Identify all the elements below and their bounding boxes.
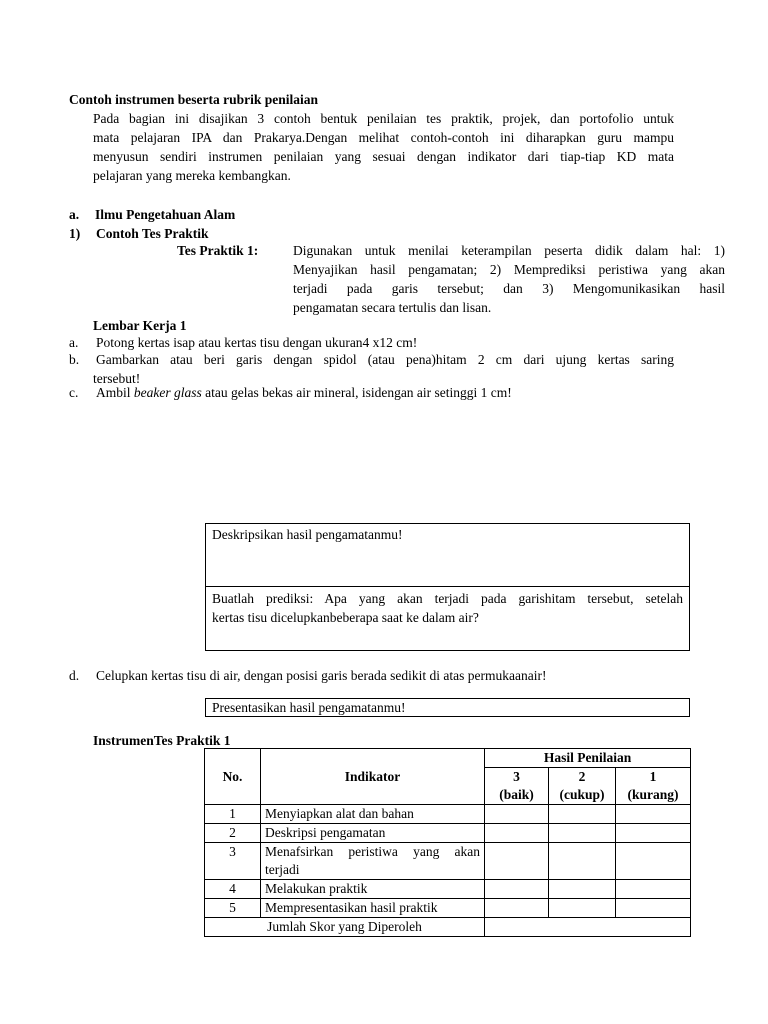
score-cell [485,824,549,843]
question-describe: Deskripsikan hasil pengamatanmu! [212,527,403,542]
header-no: No. [205,749,261,805]
box-divider [206,586,689,587]
section-a-title: Ilmu Pengetahuan Alam [95,207,236,222]
table-row [205,843,691,880]
intro-line: mata pelajaran IPA dan Prakarya.Dengan melihat contoh-contoh ini diharapkan guru mampu [93,130,674,145]
score-cell [616,843,691,880]
score-label: (baik) [499,787,534,802]
tes-praktik-description [293,241,725,317]
header-score-1 [616,768,691,805]
total-label: Jumlah Skor yang Diperoleh [205,918,485,937]
question-predict-line: Buatlah prediksi: Apa yang akan terjadi pada garishitam tersebut, setelah [212,591,683,606]
score-cell [549,899,616,918]
tes-praktik-line: pengamatan secara tertulis dan lisan. [293,300,492,315]
score-label: (kurang) [627,787,679,802]
score-cell [485,880,549,899]
score-value: 1 [649,769,657,784]
score-cell [485,899,549,918]
header-indikator: Indikator [261,749,485,805]
row-indikator: Deskripsi pengamatan [261,824,485,843]
score-cell [485,843,549,880]
score-cell [616,880,691,899]
table-row [205,805,691,824]
score-cell [549,843,616,880]
section-a-marker: a. [69,207,80,222]
step-b-marker: b. [69,352,80,367]
score-cell [616,899,691,918]
row-no: 4 [205,880,261,899]
question-predict-line: kertas tisu dicelupkanbeberapa saat ke dalam air? [212,610,479,625]
header-score-3 [485,768,549,805]
section-1-title: Contoh Tes Praktik [96,226,209,241]
score-value: 2 [578,769,586,784]
row-indikator: Melakukan praktik [261,880,485,899]
step-c-italic: beaker glass [133,385,202,400]
header-hasil-penilaian: Hasil Penilaian [485,749,691,768]
row-no: 1 [205,805,261,824]
lembar-kerja-title: Lembar Kerja 1 [93,318,187,333]
row-indikator: Menyiapkan alat dan bahan [261,805,485,824]
score-cell [549,880,616,899]
header-score-2 [549,768,616,805]
step-d-text: Celupkan kertas tisu di air, dengan posisi garis berada sedikit di atas permukaanair! [96,668,547,683]
rubric-table [204,748,691,937]
score-cell [616,824,691,843]
row-no: 2 [205,824,261,843]
tes-praktik-line: Menyajikan hasil pengamatan; 2) Memprediksi peristiwa yang akan [293,262,725,277]
step-c-post: atau gelas bekas air mineral, isidengan air setinggi 1 cm! [201,385,512,400]
score-cell [549,824,616,843]
score-cell [549,805,616,824]
score-cell [616,805,691,824]
table-header-row [205,749,691,768]
step-c-marker: c. [69,385,79,400]
table-total-row [205,918,691,937]
intro-line: menyusun sendiri instrumen penilaian yang sesuai dengan indikator dari tiap-tiap KD mata [93,149,674,164]
row-no: 5 [205,899,261,918]
step-b-line: Gambarkan atau beri garis dengan spidol (atau pena)hitam 2 cm dari ujung kertas saring [96,352,674,367]
table-row [205,880,691,899]
step-d-marker: d. [69,668,80,683]
table-row [205,899,691,918]
row-no: 3 [205,843,261,880]
tes-praktik-line: terjadi pada garis tersebut; dan 3) Mengomunikasikan hasil [293,281,725,296]
table-row [205,824,691,843]
intro-paragraph [93,109,674,185]
intro-line: pelajaran yang mereka kembangkan. [93,168,291,183]
step-b-line: tersebut! [93,371,141,386]
intro-line: Pada bagian ini disajikan 3 contoh bentuk penilaian tes praktik, projek, dan portofolio untuk [93,111,674,126]
worksheet-box [205,523,690,651]
total-score-cell [485,918,691,937]
question-predict [212,589,683,627]
row-indikator: Mempresentasikan hasil praktik [261,899,485,918]
section-1-marker: 1) [69,226,81,241]
step-c-pre: Ambil [96,385,134,400]
tes-praktik-label: Tes Praktik 1: [177,243,259,258]
question-present: Presentasikan hasil pengamatanmu! [212,700,406,715]
step-a-marker: a. [69,335,79,350]
page-heading: Contoh instrumen beserta rubrik penilaian [69,92,319,107]
instrumen-title: InstrumenTes Praktik 1 [93,733,231,748]
step-c-text [96,383,512,402]
tes-praktik-line: Digunakan untuk menilai keterampilan peserta didik dalam hal: 1) [293,243,725,258]
row-indikator: Menafsirkan peristiwa yang akan terjadi [261,843,485,880]
score-value: 3 [513,769,520,784]
presentation-box [205,698,690,717]
step-a-text: Potong kertas isap atau kertas tisu dengan ukuran4 x12 cm! [96,335,418,350]
score-cell [485,805,549,824]
score-label: (cukup) [559,787,605,802]
